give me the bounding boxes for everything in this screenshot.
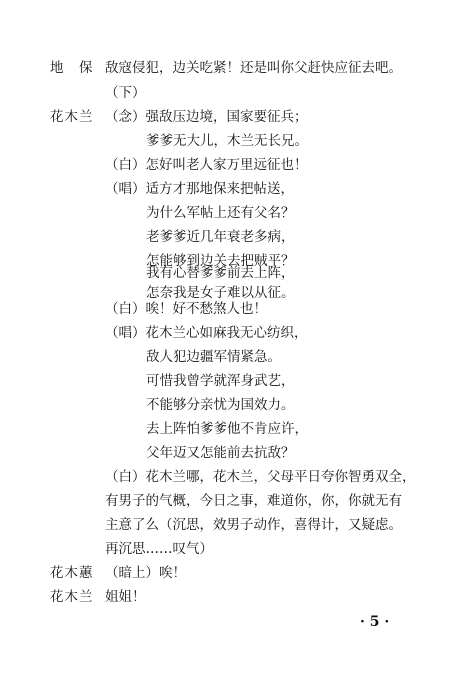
stage-direction: （下） (105, 85, 146, 101)
dialogue-line: 再沉思……叹气） (105, 541, 213, 557)
dialogue-line: 敌寇侵犯，边关吃紧！还是叫你父赶快应征去吧。 (105, 60, 402, 76)
dialogue-line: （白）花木兰哪，花木兰，父母平日夸你智勇双全， (105, 469, 416, 485)
dialogue-line: 我有心替爹爹前去上阵， (146, 265, 295, 281)
dialogue-line: （白）怎好叫老人家万里远征也！ (105, 157, 308, 173)
stage-direction: （暗上）唉！ (105, 565, 186, 581)
dialogue-line: （唱）花木兰心如麻我无心纺织， (105, 325, 308, 341)
dialogue-line: 父年迈又怎能前去抗敌？ (146, 445, 295, 461)
dialogue-line: 爹爹无大儿，木兰无长兄。 (146, 133, 308, 149)
dialogue-line: （白）唉！好不愁煞人也！ (105, 301, 267, 317)
dialogue-line: 老爹爹近几年衰老多病， (146, 229, 295, 245)
dialogue-line: （念）强敌压边境，国家要征兵； (105, 109, 308, 125)
page-number: · 5 · (360, 614, 390, 630)
dialogue-line: 不能够分亲忧为国效力。 (146, 397, 295, 413)
speaker-huamulan-2: 花木兰 (50, 589, 94, 605)
dialogue-line: 敌人犯边疆军情紧急。 (146, 349, 281, 365)
speaker-huamuhui: 花木蕙 (50, 565, 94, 581)
dialogue-line: 有男子的气概，今日之事，难道你，你，你就无有 (105, 493, 402, 509)
dialogue-line: 怎奈我是女子难以从征。 (146, 285, 295, 301)
speaker-dibao: 地 保 (50, 60, 94, 76)
dialogue-line: 可惜我曾学就浑身武艺， (146, 373, 295, 389)
speaker-huamulan: 花木兰 (50, 109, 94, 125)
dialogue-line: 姐姐！ (105, 589, 146, 605)
dialogue-line: 为什么军帖上还有父名？ (146, 205, 295, 221)
dialogue-line: 去上阵怕爹爹他不肯应许， (146, 421, 308, 437)
dialogue-line: （唱）适方才那地保来把帖送， (105, 181, 294, 197)
dialogue-line: 怎能够到边关去把贼平？ (146, 253, 295, 269)
dialogue-line: 主意了么（沉思，效男子动作，喜得计，又疑虑。 (105, 517, 402, 533)
